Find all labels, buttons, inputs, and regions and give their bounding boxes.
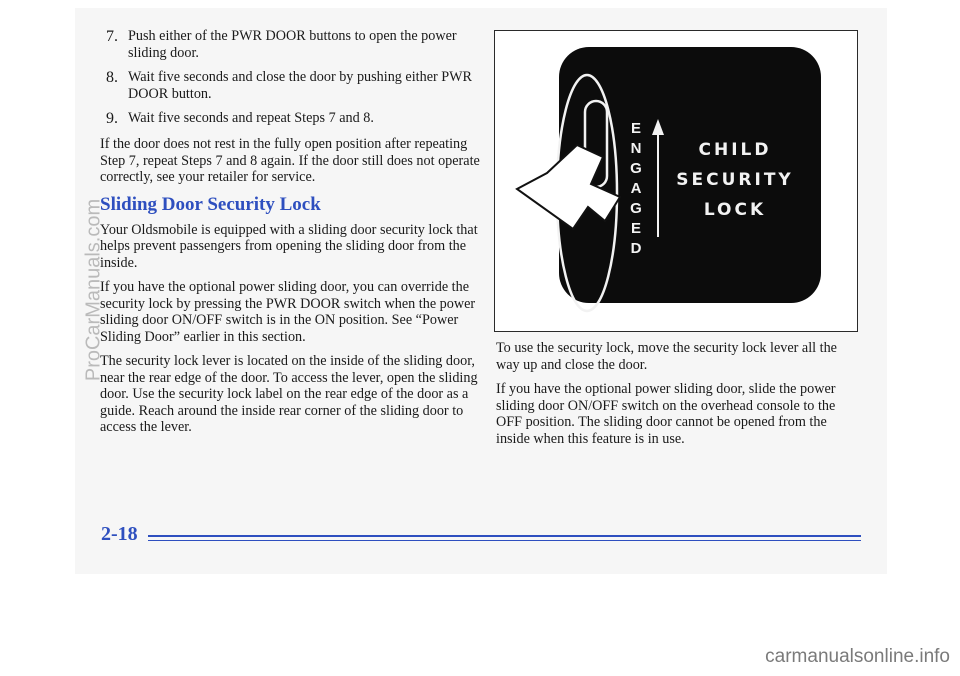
- body-paragraph: The security lock lever is located on the inside of the sliding door, near the rear edge of the door. To access the lever, open the sliding door. Use the security lock label on the rear edge of the door as a guide. Reach around the inside rear corner of the sliding door to access the lever.: [100, 353, 478, 435]
- body-paragraph: Your Oldsmobile is equipped with a sliding door security lock that helps prevent passengers from opening the sliding door from the inside.: [100, 221, 478, 271]
- step-item: [100, 28, 480, 61]
- footer-rule-thin: [148, 540, 861, 541]
- engaged-vertical-label: [630, 120, 642, 257]
- engaged-letter: N: [630, 140, 642, 157]
- step-text: Wait five seconds and repeat Steps 7 and 8.: [128, 110, 374, 126]
- step-item: [100, 110, 480, 128]
- step-item: [100, 69, 480, 102]
- side-watermark-text: ProCarManuals.com: [82, 198, 105, 382]
- step-number: 7.: [106, 28, 118, 45]
- step-number: 9.: [106, 110, 118, 127]
- security-lock-illustration: [495, 31, 856, 330]
- left-column: [100, 28, 480, 444]
- step-number: 8.: [106, 69, 118, 86]
- footer-rule: [148, 535, 861, 537]
- child-label: CHILD: [698, 140, 772, 160]
- engaged-letter: D: [630, 240, 642, 257]
- page-number: 2-18: [101, 523, 138, 545]
- engaged-letter: A: [630, 180, 642, 197]
- section-heading: Sliding Door Security Lock: [100, 193, 321, 215]
- troubleshoot-note: If the door does not rest in the fully open position after repeating Step 7, repeat Steps 7 and 8 again. If the door still does not operate correctly, see your retailer for service.: [100, 136, 480, 185]
- step-text: Push either of the PWR DOOR buttons to open the power sliding door.: [128, 28, 457, 61]
- body-paragraph: If you have the optional power sliding door, you can override the security lock by pressing the PWR DOOR switch when the power sliding door ON/OFF switch is in the ON position. See “Power Sliding Door” earlier in this section.: [100, 279, 476, 345]
- body-paragraph: If you have the optional power sliding door, slide the power sliding door ON/OFF switch on the overhead console to the OFF position. The sliding door cannot be opened from the inside when this feature is in use.: [496, 381, 836, 447]
- body-paragraph: To use the security lock, move the security lock lever all the way up and close the door.: [496, 340, 837, 373]
- engaged-letter: G: [630, 160, 642, 177]
- side-watermark: [82, 170, 106, 410]
- bottom-watermark: carmanualsonline.info: [765, 646, 950, 667]
- lock-label: LOCK: [703, 200, 767, 220]
- security-label: SECURITY: [676, 170, 794, 190]
- engaged-letter: G: [630, 200, 642, 217]
- child-security-lock-figure: [494, 30, 858, 332]
- right-column: [496, 340, 864, 455]
- step-text: Wait five seconds and close the door by pushing either PWR DOOR button.: [128, 69, 473, 102]
- engaged-letter: E: [630, 120, 642, 137]
- engaged-letter: E: [630, 220, 642, 237]
